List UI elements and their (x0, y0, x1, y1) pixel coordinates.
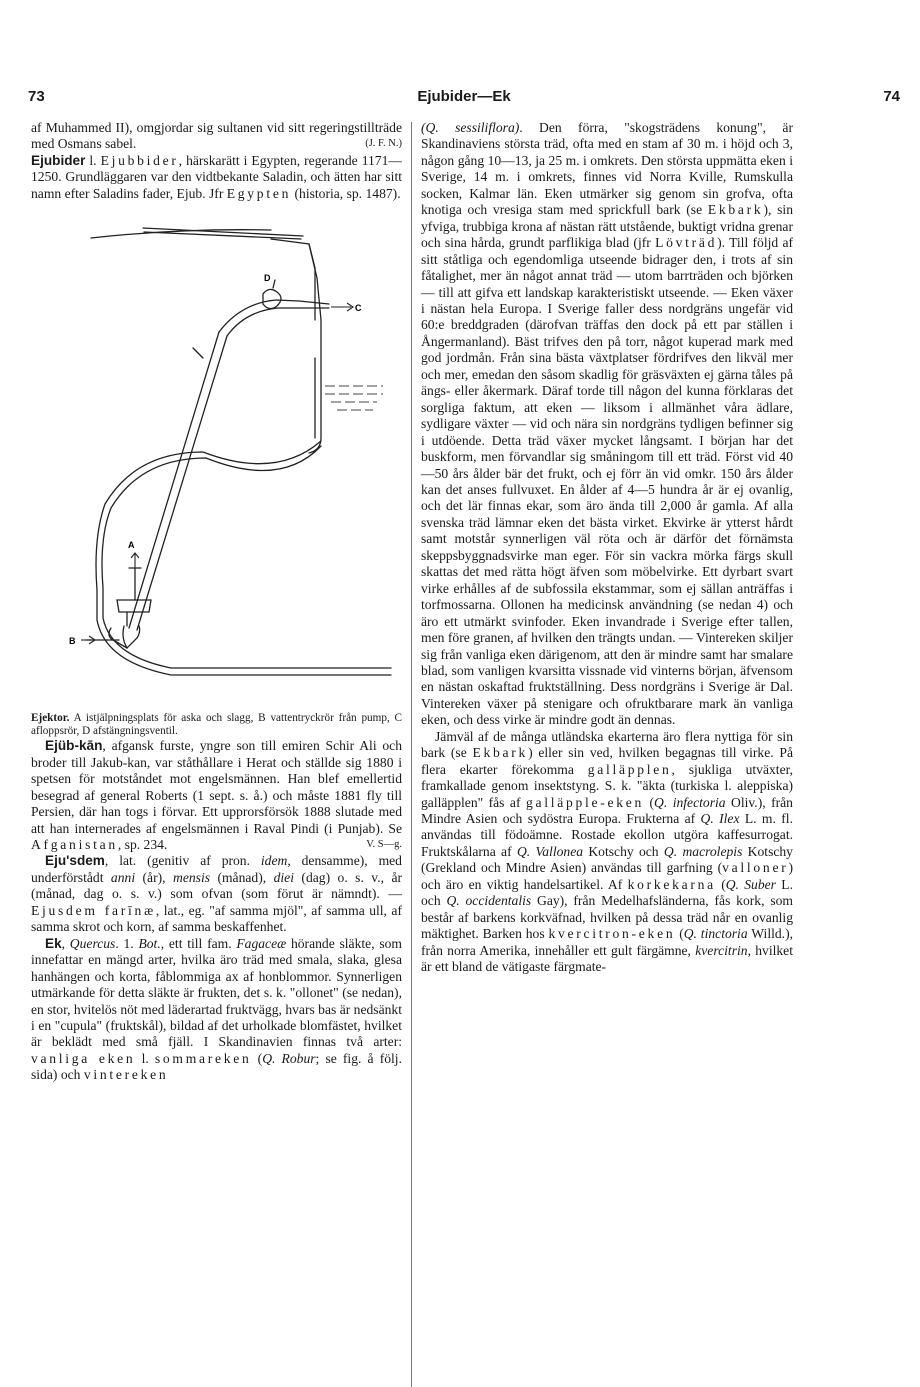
cross-reference: Egypten (226, 185, 292, 201)
page-header (28, 88, 900, 110)
cross-reference: Ekbark (707, 202, 764, 218)
cross-reference: Lövträd (655, 235, 718, 251)
entry-ejub-kan: Ejüb-kān, afgansk furste, yngre son till emiren Schir Ali och broder till Jakub-kan, var ståthållare i Herat och ställde sig 1880 i spetsen för motståndet mot engelsmännen. Han blef emellertid besegrad af general Roberts (1 sept. s. å.) och måste 1881 fly till Persien, där han togs i förvar. Ett upprorsförsök 1888 slutade med att han internerades af engelsmännen i Raval Pindi (i Punjab). Se Afganistan, sp. 234. V. S—g. (31, 738, 402, 852)
label-d: D (264, 273, 271, 284)
figure-caption: Ejektor. A istjälpningsplats för aska och slagg, B vattentryckrör från pump, C afloppsrör, D afstängningsventil. (31, 712, 403, 738)
label-c: C (355, 303, 362, 314)
author-signature: V. S—g. (366, 838, 402, 850)
column-divider (411, 122, 412, 1387)
running-title: Ejubider—Ek (417, 88, 511, 105)
left-column (31, 120, 402, 1084)
label-b: B (69, 636, 76, 647)
entry-ejubider: Ejubider l. Ejubbider, härskarätt i Egypten, regerande 1171—1250. Grundläggaren var den vidtbekante Saladin, och ätten har sitt namn efter Saladins fader, Ejub. Jfr Egypten (historia, sp. 1487). (31, 152, 402, 201)
cross-reference: Afganistan (31, 836, 118, 852)
page-number-right: 74 (883, 88, 900, 105)
headword: Eju'sdem (45, 853, 105, 869)
ejector-diagram (31, 208, 402, 708)
entry-ek: Ek, Quercus. 1. Bot., ett till fam. Fagaceæ hörande släkte, som innefattar en mängd arter, hvilka äro träd med smala, slaka, glesa hanhängen och korta, fåblommiga ax af honblommor. Synnerligen utmärkande för detta släkte är frukten, det s. k. "ollonet" (se nedan), en stor, hvitelös nöt med läderartad fruktvägg, hvars bas är nedsänkt i en "cupula" (fruktskål), bildad af det urholkade blomfästet, hvilket är beklädt med små fjäll. I Skandinavien finnas två arter: vanliga eken l. sommareken (Q. Robur; se fig. å följ. sida) och vintereken (31, 935, 402, 1083)
author-signature: (J. F. N.) (365, 138, 402, 150)
continuation-paragraph: af Muhammed II), omgjordar sig sultanen vid sitt regeringstillträde med Osmans sabel. (J. F. N.) (31, 120, 402, 152)
label-a: A (128, 540, 135, 551)
ek-foreign-species-paragraph: Jämväl af de många utländska ekarterna äro flera nyttiga för sin bark (se Ekbark) eller sin ved, hvilken begagnas till virke. På flera ekarter förekomma galläpplen, sjukliga utväxter, framkallade genom insektstyng. S. k. "äkta (turkiska l. aleppiska) galläpplen" fås af galläpple-eken (Q. infectoria Oliv.), från Mindre Asien och sydöstra Europa. Frukterna af Q. Ilex L. m. fl. användas till födoämne. Rostade ekollon utgöra kaffesurrogat. Fruktskålarna af Q. Vallonea Kotschy och Q. macrolepis Kotschy (Grekland och Mindre Asien) användas till garfning (valloner) och äro en viktig handelsartikel. Af korkekarna (Q. Suber L. och Q. occidentalis Gay), från Medelhafsländerna, fås kork, som består af barkens korkväfnad, hvilken på dessa träd når en ovanlig mäktighet. Barken hos kvercitron-eken (Q. tinctoria Willd.), från norra Amerika, innehåller ett gult färgämne, kvercitrin, hvilket är ett bland de vätigaste färgmate- (421, 728, 793, 975)
headword: Ejubider (31, 152, 86, 168)
ejector-figure (31, 208, 402, 708)
right-column (421, 120, 793, 976)
ek-paragraph-continued: (Q. sessiliflora). Den förra, "skogsträdens konung", är Skandinaviens största träd, ofta med en stam af 30 m. i höjd och 3, någon gång 10—13, ja 25 m. i omkrets. Den största uppmätta eken i Sverige, 14 m. i omkrets, finnes vid Norra Kville, Rumskulla socken, Kalmar län. Eken utmärker sig genom sin grofva, ofta knotiga och vresiga stam med sprickfull bark (se Ekbark), sin yfviga, trubbiga krona af nästan rätt utstående, buktigt vridna grenar och sina hårda, grundt parflikiga blad (jfr Lövträd). Till följd af sitt ståtliga och egendomliga utseende bidrager den, i trots af sin fåtalighet, mer än något annat träd — utom barrträden och björken — till att gifva ett landskap karakteristiskt utseende. — Eken växer i nästan hela Europa. I Sverige faller dess nordgräns ungefär vid 60:e breddgraden (därofvan träffas den dock på ett par ställen i Ångermanland). Bäst trifves den på torr, något kuperad mark med god jordmån. Från sina bästa växtplatser fördrifves den likväl mer och mer, emedan den såsom skadlig för gräsväxten ej gärna tåles på ängs- eller åkermark. Däraf torde till någon del kunna förklaras det sorgliga faktum, att eken — liksom i allmänhet våra ädlare, sydligare växter — vid och nära sin nordgräns tydligen befinner sig i utdöende. Detta träd växer mycket långsamt. I början har det buskform, men förvandlar sig småningom till ett träd. Först vid 40—50 års ålder bär det frukt, och ej förr än vid omkr. 150 års ålder kan det anses fullvuxet. En ålder af 4—5 hundra år är ej ovanlig, och det lär finnas ekar, som äro ända till 2,000 år gamla. Af alla svenska träd lämnar eken det bästa virket. Ekvirke är ytterst hårdt samt motstår synnerligen väl röta och är därför det förnämsta skeppsbyggnadsvirke man eger. För sin vackra mörka färgs skull skattas det med rätta högt äfven som möbelvirke. Ett dyrbart svart virke erhålles af de subfossila ekstammar, som ej sällan anträffas i torfmossarna. Ollonen ha medicinsk användning (se nedan 4) och äro ett utmärkt svinfoder. Eken invandrade i Sverige efter tallen, men före granen, af hvilken den trängts undan. — Vintereken skiljer sig från vanliga eken därigenom, att den är mindre samt har smalare blad, som vanligen kvarsitta vissnade vid vinterns början, äfvensom en nästan oskaftad fruktställning. Dess nordgräns i Sverige är Dal. Vintereken växer på stenigare och ofruktbarare mark än vanliga eken, och dess virke är mindre godt än dennas. (421, 120, 794, 728)
page-number-left: 73 (28, 88, 45, 105)
headword: Ejüb-kān (45, 738, 103, 754)
entry-ejusdem: Eju'sdem, lat. (genitiv af pron. idem, densamme), med underförstådt anni (år), mensis (månad), diei (dag) o. s. v., år (månad, dag o. s. v.) som ofvan (som förut är nämndt). — Ejusdem farīnæ, lat., eg. "af samma mjöl", af samma ull, af samma skrot och korn, af samma beskaffenhet. (31, 853, 403, 935)
headword: Ek (45, 935, 62, 951)
